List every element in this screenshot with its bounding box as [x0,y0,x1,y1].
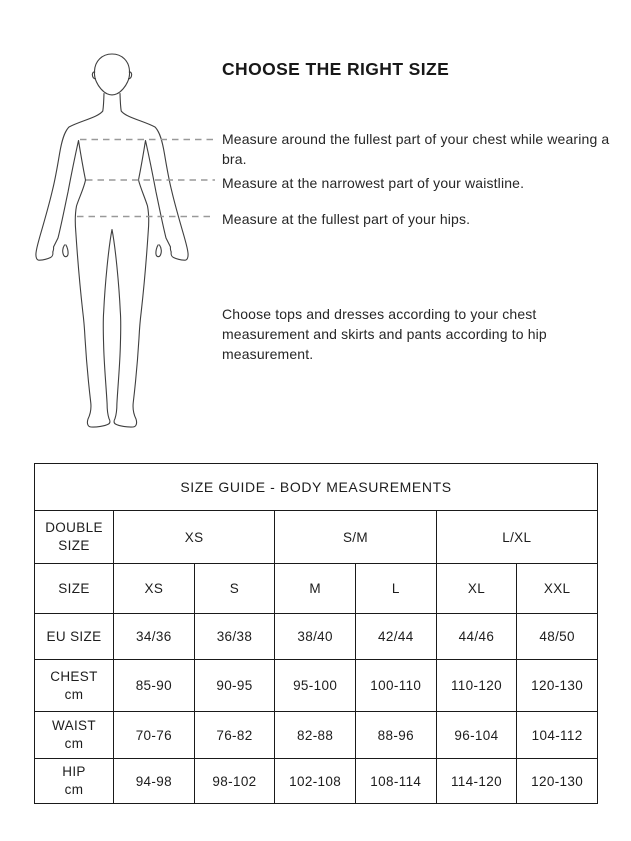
hip-cell: 94-98 [114,759,195,804]
figure-thumb-left [63,245,68,257]
chest-cell: 110-120 [436,660,517,712]
eu-size-cell: 36/38 [194,614,275,660]
figure-body-outline [36,94,188,428]
size-row [35,564,598,614]
double-size-sm: S/M [275,511,436,564]
waist-cell: 96-104 [436,712,517,759]
table-title: SIZE GUIDE - BODY MEASUREMENTS [35,464,598,511]
hip-cell: 120-130 [517,759,598,804]
size-cell: S [194,564,275,614]
waist-cell: 70-76 [114,712,195,759]
waist-label: WAIST cm [35,712,114,759]
double-size-lxl: L/XL [436,511,597,564]
double-size-xs: XS [114,511,275,564]
chest-label: CHEST cm [35,660,114,712]
waist-cell: 82-88 [275,712,356,759]
eu-size-cell: 34/36 [114,614,195,660]
size-cell: XL [436,564,517,614]
chest-cell: 100-110 [355,660,436,712]
eu-size-cell: 42/44 [355,614,436,660]
figure-thumb-right [156,245,161,257]
size-cell: M [275,564,356,614]
chest-cell: 95-100 [275,660,356,712]
chest-cell: 120-130 [517,660,598,712]
size-guide-table [34,463,598,804]
sizing-advice-note: Choose tops and dresses according to your chest measurement and skirts and pants according to hip measurement. [222,306,547,362]
double-size-label: DOUBLE SIZE [35,511,114,564]
hip-cell: 98-102 [194,759,275,804]
eu-size-cell: 48/50 [517,614,598,660]
double-size-row [35,511,598,564]
size-cell: XS [114,564,195,614]
chest-cell: 85-90 [114,660,195,712]
eu-size-label: EU SIZE [35,614,114,660]
female-body-figure-icon [25,48,220,433]
waist-cell: 76-82 [194,712,275,759]
hip-cell: 102-108 [275,759,356,804]
waist-cell: 88-96 [355,712,436,759]
hip-measure-tip: Measure at the fullest part of your hips. [222,211,471,227]
table-title-row [35,464,598,511]
figure-head [94,54,129,95]
hip-cell: 114-120 [436,759,517,804]
hip-label: HIP cm [35,759,114,804]
eu-size-row [35,614,598,660]
chest-row [35,660,598,712]
page-title: CHOOSE THE RIGHT SIZE [222,59,450,79]
hip-row [35,759,598,804]
hip-cell: 108-114 [355,759,436,804]
waist-row [35,712,598,759]
size-cell: XXL [517,564,598,614]
eu-size-cell: 38/40 [275,614,356,660]
chest-measure-tip: Measure around the fullest part of your chest while wearing a bra. [222,131,610,167]
waist-cell: 104-112 [517,712,598,759]
waist-measure-tip: Measure at the narrowest part of your waistline. [222,175,525,191]
size-label: SIZE [35,564,114,614]
size-cell: L [355,564,436,614]
eu-size-cell: 44/46 [436,614,517,660]
chest-cell: 90-95 [194,660,275,712]
